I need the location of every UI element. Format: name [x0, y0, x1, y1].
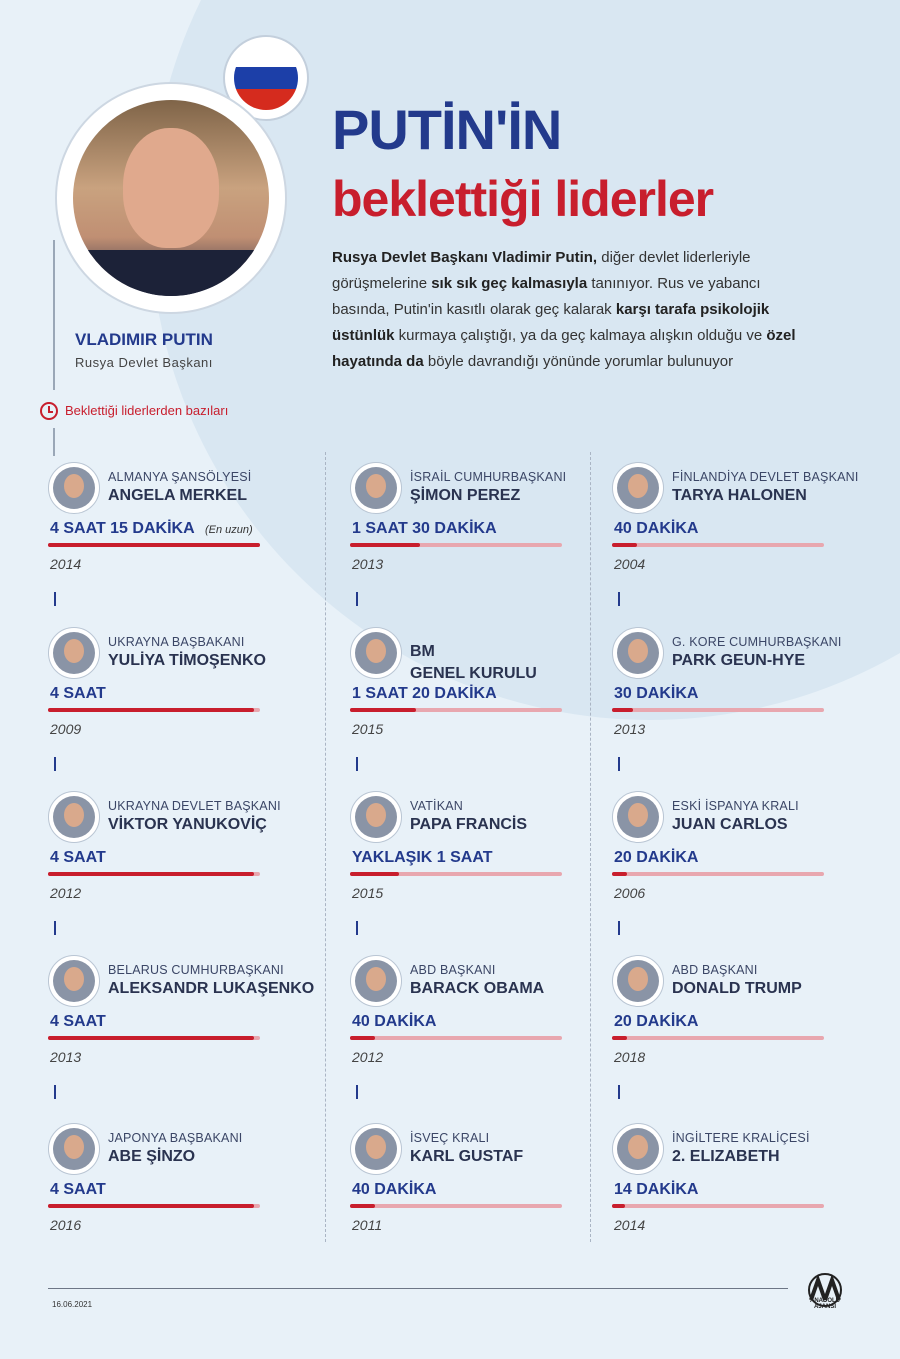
duration-bar [48, 872, 260, 876]
leader-name: ALEKSANDR LUKAŞENKO [108, 980, 315, 997]
meeting-year: 2004 [614, 556, 646, 572]
duration-bar-fill [612, 1036, 627, 1040]
duration-bar-fill [350, 872, 399, 876]
logo-text: ANADOLU AJANSI [810, 1298, 840, 1310]
leader-name: GENEL KURULU [410, 665, 537, 682]
leader-name: VİKTOR YANUKOVİÇ [108, 816, 267, 833]
duration-bar [350, 872, 562, 876]
duration-bar-fill [612, 543, 637, 547]
section-connector-line [53, 428, 55, 456]
duration-bar-fill [350, 1204, 375, 1208]
duration-bar-fill [48, 708, 254, 712]
duration-bar [612, 543, 824, 547]
wait-duration: 1 SAAT 30 DAKİKA [352, 520, 497, 537]
leader-role: BELARUS CUMHURBAŞKANI [108, 963, 284, 977]
duration-bar [48, 1204, 260, 1208]
entry-connector [54, 757, 56, 771]
leader-role: VATİKAN [410, 799, 464, 813]
meeting-year: 2014 [614, 1217, 646, 1233]
meeting-year: 2012 [352, 1049, 384, 1065]
entry-connector [618, 921, 620, 935]
description-text: sık sık geç kalmasıyla [431, 275, 588, 292]
entry-connector [618, 592, 620, 606]
page-subtitle: beklettiği liderler [332, 171, 714, 227]
duration-bar-fill [48, 872, 254, 876]
leader-name: PARK GEUN-HYE [672, 652, 806, 669]
leader-entry [612, 791, 872, 911]
leader-role: ALMANYA ŞANSÖLYESİ [108, 470, 252, 484]
entry-connector [618, 757, 620, 771]
description-text: özel hayatında da [332, 327, 796, 370]
leader-entry [48, 955, 315, 1075]
leader-photo [48, 955, 100, 1007]
leader-role: ABD BAŞKANI [672, 963, 758, 977]
profile-name: VLADIMIR PUTIN [75, 330, 213, 349]
wait-duration: 1 SAAT 20 DAKİKA [352, 685, 497, 702]
duration-bar [48, 543, 260, 547]
leader-photo [612, 955, 664, 1007]
leader-photo [48, 1123, 100, 1175]
wait-duration: 20 DAKİKA [614, 849, 699, 866]
description-text: tanınıyor. Rus ve yabancı basında, Putin'in kasıtlı olarak geç kalarak [332, 275, 761, 318]
duration-bar-fill [48, 1204, 254, 1208]
section-label: Beklettiği liderlerden bazıları [65, 403, 229, 418]
leader-role: İSVEÇ KRALI [410, 1131, 490, 1145]
duration-bar [48, 708, 260, 712]
duration-bar [612, 1204, 824, 1208]
flag-stripe [234, 46, 298, 67]
leader-role: ABD BAŞKANI [410, 963, 496, 977]
wait-duration: 20 DAKİKA [614, 1013, 699, 1030]
leader-photo [612, 791, 664, 843]
leader-name: JUAN CARLOS [672, 816, 788, 833]
leader-entry [612, 1123, 872, 1243]
profile-divider-line [53, 240, 55, 390]
leader-photo [48, 627, 100, 679]
description-text: karşı tarafa psikolojik üstünlük [332, 301, 770, 344]
leader-role: UKRAYNA DEVLET BAŞKANI [108, 799, 281, 813]
entry-connector [356, 921, 358, 935]
leader-name: KARL GUSTAF [410, 1148, 524, 1165]
duration-bar-fill [48, 1036, 254, 1040]
leader-name: YULİYA TİMOŞENKO [108, 652, 266, 669]
meeting-year: 2015 [352, 721, 384, 737]
meeting-year: 2009 [50, 721, 82, 737]
leader-role: İSRAİL CUMHURBAŞKANI [410, 470, 567, 484]
entry-connector [54, 921, 56, 935]
wait-duration: 4 SAAT 15 DAKİKA [50, 520, 195, 537]
entry-connector [356, 592, 358, 606]
footer-date: 16.06.2021 [52, 1300, 93, 1309]
duration-bar-fill [48, 543, 260, 547]
leader-name: 2. ELIZABETH [672, 1148, 780, 1165]
leader-entry [612, 462, 872, 582]
leader-entry [48, 791, 308, 911]
wait-duration: 40 DAKİKA [352, 1013, 437, 1030]
leader-name: TARYA HALONEN [672, 487, 807, 504]
wait-duration: 40 DAKİKA [352, 1181, 437, 1198]
meeting-year: 2012 [50, 885, 82, 901]
meeting-year: 2016 [50, 1217, 82, 1233]
leader-photo [350, 791, 402, 843]
duration-bar [350, 1204, 562, 1208]
leader-entry [350, 1123, 610, 1243]
description [332, 245, 822, 375]
leader-entry [612, 955, 872, 1075]
description-text: Rusya Devlet Başkanı Vladimir Putin, [332, 249, 598, 266]
leader-photo [350, 462, 402, 514]
leader-name: BARACK OBAMA [410, 980, 545, 997]
leader-entry [612, 627, 872, 747]
wait-duration: 30 DAKİKA [614, 685, 699, 702]
leader-entry [350, 791, 610, 911]
wait-duration: 4 SAAT [50, 1181, 106, 1198]
meeting-year: 2013 [50, 1049, 82, 1065]
leader-name: ANGELA MERKEL [108, 487, 247, 504]
footer-line [48, 1288, 788, 1289]
meeting-year: 2014 [50, 556, 82, 572]
leader-entry [48, 1123, 308, 1243]
column-divider [325, 452, 326, 1242]
leader-role: G. KORE CUMHURBAŞKANI [672, 635, 842, 649]
wait-duration: 14 DAKİKA [614, 1181, 699, 1198]
leader-entry [48, 462, 308, 582]
leader-role: İNGİLTERE KRALİÇESİ [672, 1131, 810, 1145]
duration-bar [350, 708, 562, 712]
wait-duration: 4 SAAT [50, 685, 106, 702]
meeting-year: 2018 [614, 1049, 646, 1065]
leader-photo [350, 1123, 402, 1175]
leader-role: JAPONYA BAŞBAKANI [108, 1131, 243, 1145]
entry-connector [54, 1085, 56, 1099]
leader-name: ABE ŞİNZO [108, 1148, 196, 1165]
leader-name: DONALD TRUMP [672, 980, 802, 997]
wait-duration: 4 SAAT [50, 849, 106, 866]
putin-portrait [55, 82, 287, 314]
entry-connector [54, 592, 56, 606]
leader-role: ESKİ İSPANYA KRALI [672, 799, 799, 813]
leader-entry [48, 627, 308, 747]
leader-name: BM [410, 643, 435, 660]
duration-bar-fill [350, 1036, 375, 1040]
leader-name: PAPA FRANCİS [410, 816, 528, 833]
description-text: kurmaya çalıştığı, ya da geç kalmaya alışkın olduğu ve [394, 327, 767, 344]
duration-note: (En uzun) [205, 524, 253, 536]
leader-photo [48, 462, 100, 514]
wait-duration: 4 SAAT [50, 1013, 106, 1030]
profile-role: Rusya Devlet Başkanı [75, 355, 213, 370]
leader-photo [612, 1123, 664, 1175]
meeting-year: 2011 [352, 1217, 383, 1233]
description-text: böyle davrandığı yönünde yorumlar bulunuyor [423, 353, 734, 370]
leader-name: ŞİMON PEREZ [410, 487, 521, 504]
duration-bar-fill [612, 708, 633, 712]
leader-photo [350, 955, 402, 1007]
leader-entry [350, 955, 610, 1075]
leader-role: UKRAYNA BAŞBAKANI [108, 635, 245, 649]
entry-connector [356, 757, 358, 771]
leader-photo [48, 791, 100, 843]
description-text: diğer devlet liderleriyle görüşmelerine [332, 249, 751, 292]
duration-bar [612, 1036, 824, 1040]
duration-bar [350, 1036, 562, 1040]
leader-entry [350, 462, 610, 582]
page-title: PUTİN'İN [332, 98, 562, 161]
meeting-year: 2013 [614, 721, 646, 737]
leader-entry [350, 627, 610, 747]
leader-photo [612, 627, 664, 679]
meeting-year: 2015 [352, 885, 384, 901]
duration-bar-fill [350, 708, 416, 712]
leader-role: FİNLANDİYA DEVLET BAŞKANI [672, 470, 859, 484]
duration-bar [48, 1036, 260, 1040]
duration-bar-fill [612, 872, 627, 876]
leader-photo [350, 627, 402, 679]
duration-bar [612, 708, 824, 712]
entry-connector [356, 1085, 358, 1099]
leader-photo [612, 462, 664, 514]
flag-stripe [234, 67, 298, 88]
wait-duration: YAKLAŞIK 1 SAAT [352, 849, 493, 866]
meeting-year: 2013 [352, 556, 384, 572]
duration-bar [350, 543, 562, 547]
wait-duration: 40 DAKİKA [614, 520, 699, 537]
meeting-year: 2006 [614, 885, 646, 901]
duration-bar-fill [350, 543, 420, 547]
clock-icon [40, 402, 58, 420]
duration-bar [612, 872, 824, 876]
entry-connector [618, 1085, 620, 1099]
duration-bar-fill [612, 1204, 625, 1208]
